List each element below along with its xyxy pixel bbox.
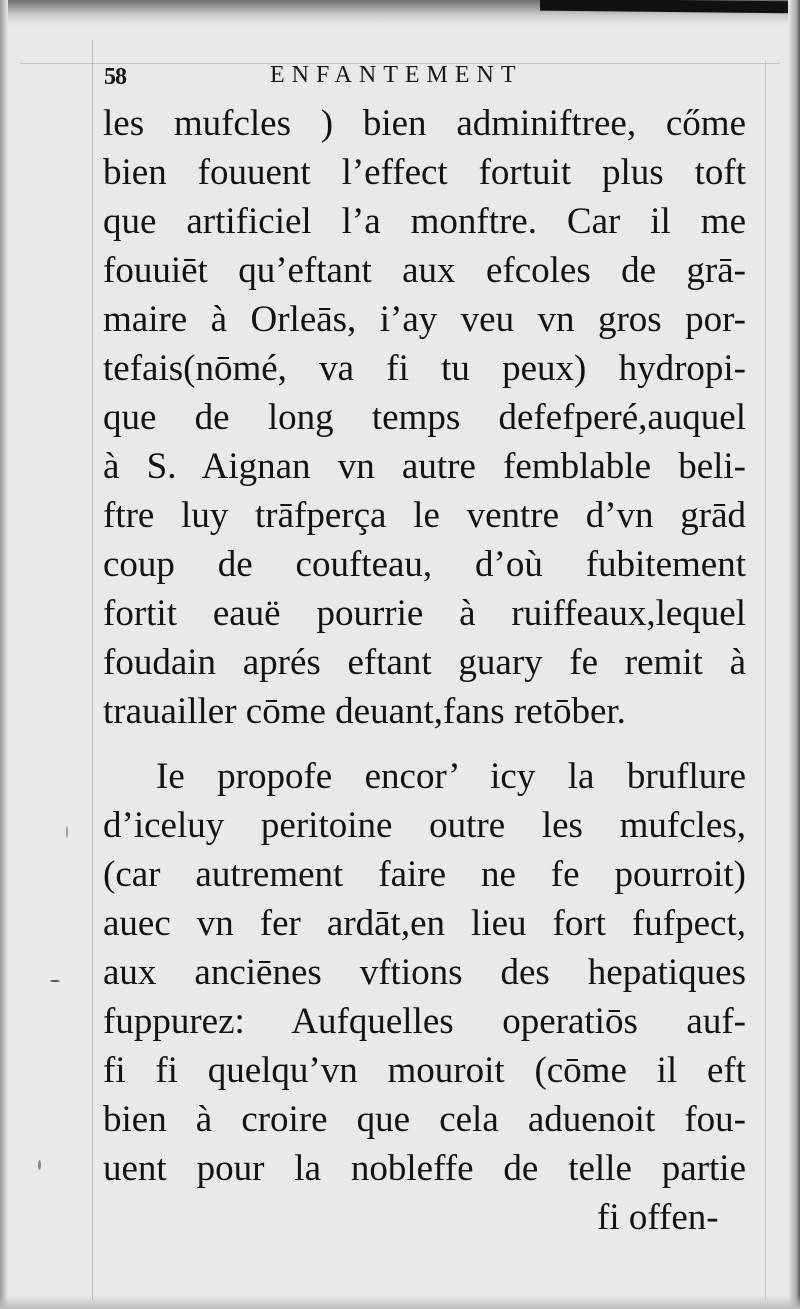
text-line-17: auec vn fer ardāt,en lieu fort fufpect, (103, 903, 746, 944)
text-line-10: coup de coufteau, d’où fubitement (103, 544, 746, 585)
text-line-9: ftre luy trāfperça le ventre d’vn grād (103, 495, 746, 536)
text-line-19: fuppurez: Aufquelles operatiōs auf- (103, 1001, 746, 1042)
catchword: fi offen- (597, 1197, 719, 1238)
text-line-14: Ie propofe encor’ icy la bruflure (156, 756, 746, 797)
text-line-4: fouuiēt qu’eftant aux efcoles de grā- (103, 250, 746, 291)
text-line-7: que de long temps defefperé,auquel (103, 397, 746, 438)
ink-speck (66, 826, 68, 838)
text-line-15: d’iceluy peritoine outre les mufcles, (103, 805, 746, 846)
text-line-5: maire à Orleās, i’ay veu vn gros por- (103, 299, 746, 340)
ink-speck (38, 1160, 41, 1170)
text-line-8: à S. Aignan vn autre femblable beli- (103, 446, 746, 487)
text-line-20: fi fi quelqu’vn mouroit (cōme il eft (103, 1050, 746, 1091)
text-line-1: les mufcles ) bien adminiftree, cőme (103, 103, 746, 144)
text-line-18: aux anciēnes vftions des hepatiques (103, 952, 746, 993)
text-line-3: que artificiel l’a monftre. Car il me (103, 201, 746, 242)
ink-speck (50, 980, 60, 982)
text-line-21: bien à croire que cela aduenoit fou- (103, 1099, 746, 1140)
text-line-16: (car autrement faire ne fe pourroit) (103, 854, 746, 895)
page-number: 58 (104, 64, 126, 90)
text-line-2: bien fouuent l’effect fortuit plus toft (103, 152, 746, 193)
text-line-11: fortit eauë pourrie à ruiffeaux,lequel (103, 593, 746, 634)
text-line-13: trauailler cōme deuant,fans retōber. (103, 691, 626, 732)
text-line-12: foudain aprés eftant guary fe remit à (103, 642, 746, 683)
running-head: ENFANTEMENT (270, 62, 523, 88)
text-line-22: uent pour la nobleffe de telle partie (103, 1148, 746, 1189)
text-line-6: tefais(nōmé, va fi tu peux) hydropi- (103, 348, 746, 389)
